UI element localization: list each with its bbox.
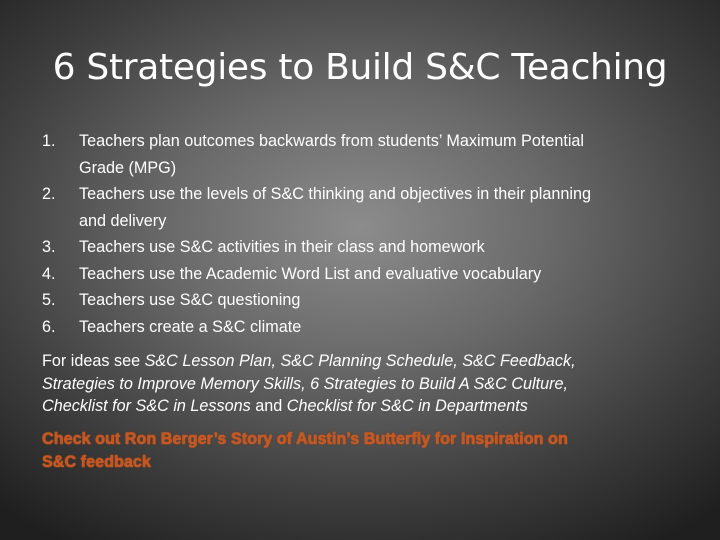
list-item (42, 181, 672, 234)
list-line: Teachers use the levels of S&C thinking and objectives in their planning (79, 185, 592, 203)
list-number: 1. (42, 132, 56, 150)
list-line: and delivery (79, 211, 167, 230)
butterfly-link[interactable] (42, 428, 672, 473)
ideas-prefix: For ideas see (42, 352, 145, 370)
list-number: 5. (42, 291, 56, 309)
list-text (79, 314, 672, 341)
slide-title: 6 Strategies to Build S&C Teaching (52, 47, 668, 88)
ideas-paragraph (42, 350, 672, 418)
list-text (79, 261, 672, 288)
list-item (42, 314, 672, 341)
list-line: Teachers use S&C questioning (79, 291, 301, 309)
list-number: 6. (42, 317, 56, 336)
list-line: Grade (MPG) (79, 158, 177, 177)
list-line: Teachers use the Academic Word List and evaluative vocabulary (79, 264, 542, 283)
strategy-list (42, 128, 672, 340)
list-number: 4. (42, 264, 56, 283)
list-number: 3. (42, 238, 56, 256)
list-line: Teachers plan outcomes backwards from students’ Maximum Potential (79, 132, 585, 150)
list-item (42, 234, 672, 261)
ideas-reference: Strategies to Improve Memory Skills, 6 Strategies to Build A S&C Culture, (42, 374, 568, 393)
list-item (42, 128, 672, 181)
link-line[interactable]: S&C feedback (42, 452, 151, 471)
list-line: Teachers create a S&C climate (79, 317, 302, 336)
list-text (79, 287, 672, 314)
ideas-reference: Checklist for S&C in Lessons (42, 397, 251, 415)
list-text (79, 181, 672, 234)
list-item (42, 287, 672, 314)
list-number: 2. (42, 185, 56, 203)
link-line[interactable]: Check out Ron Berger’s Story of Austin’s Butterfly for Inspiration on (42, 430, 568, 448)
ideas-reference: S&C Lesson Plan, S&C Planning Schedule, S&C Feedback, (144, 352, 576, 370)
list-text (79, 234, 672, 261)
list-item (42, 261, 672, 288)
ideas-conjunction: and (250, 397, 287, 415)
ideas-reference: Checklist for S&C in Departments (286, 397, 528, 415)
list-line: Teachers use S&C activities in their class and homework (79, 238, 485, 256)
list-text (79, 128, 672, 181)
